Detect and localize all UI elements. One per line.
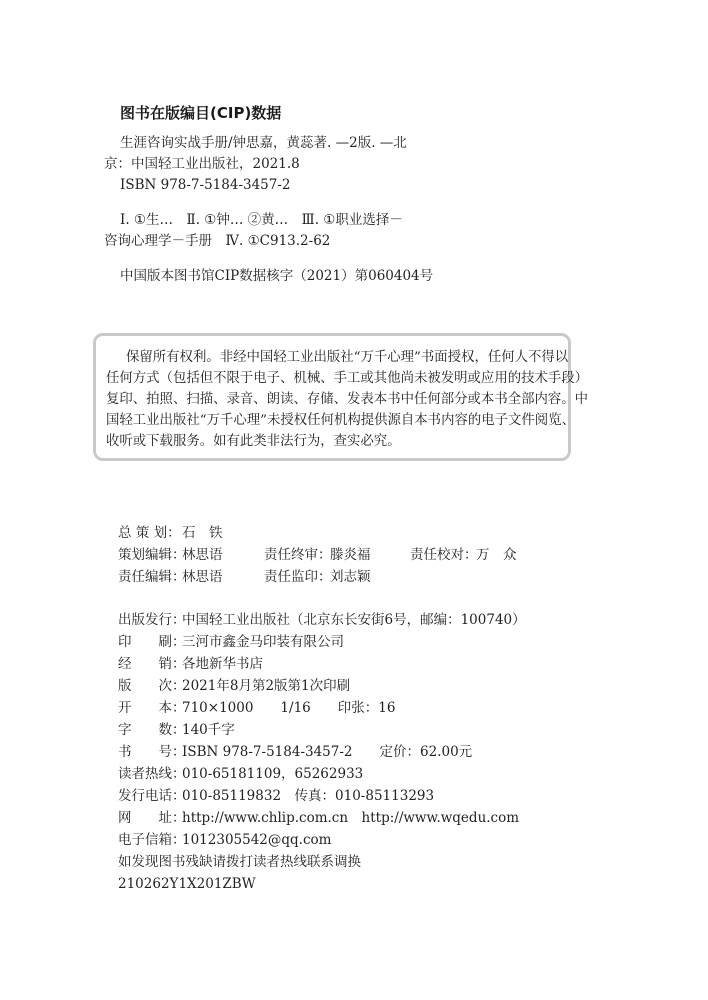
responsible-editor-label: 责任编辑：	[118, 569, 186, 585]
staff-row-responsible	[118, 567, 538, 587]
notice-line: 国轻工业出版社“万千心理”未授权任何机构提供源自本书内容的电子文件阅览、	[106, 413, 575, 428]
hotline-label: 读者热线：	[118, 766, 186, 782]
rights-notice-box	[93, 333, 589, 461]
pub-row-website	[118, 808, 519, 828]
sales-phone-label: 发行电话：	[118, 788, 186, 804]
notice-line: 任何方式（包括但不限于电子、机械、手工或其他尚未被发明或应用的技术手段）	[106, 371, 589, 386]
final-review-value: 滕炎福	[330, 547, 371, 563]
pub-row-edition	[118, 676, 350, 696]
pub-row-format	[118, 698, 395, 718]
print-supervisor-value: 刘志颖	[330, 569, 371, 585]
edition-value: 2021年8月第2版第1次印刷	[182, 678, 351, 694]
format-label: 开 本：	[118, 700, 186, 716]
planning-editor-label: 策划编辑：	[118, 547, 186, 563]
publisher-label: 出版发行：	[118, 612, 186, 628]
pub-row-email	[118, 830, 331, 850]
cip-line-classification: 咨询心理学－手册 Ⅳ. ①C913.2-62	[104, 233, 331, 249]
isbn-label: 书 号：	[118, 744, 186, 760]
words-value: 140千字	[182, 722, 235, 738]
notice-line: 收听或下载服务。如有此类非法行为，查实必究。	[106, 434, 401, 449]
email-value: 1012305542@qq.com	[182, 832, 332, 848]
printer-label: 印 刷：	[118, 634, 186, 650]
cip-line-record-number: 中国版本图书馆CIP数据核字（2021）第060404号	[120, 268, 434, 284]
notice-line: 复印、拍照、扫描、录音、朗读、存储、发表本书中任何部分或本书全部内容。中	[106, 392, 589, 407]
pub-row-printer	[118, 632, 344, 652]
website-label: 网 址：	[118, 810, 186, 826]
print-code: 210262Y1X201ZBW	[118, 876, 256, 892]
pub-row-words	[118, 720, 235, 740]
website-value: http://www.chlip.com.cn http://www.wqedu.com	[182, 810, 520, 826]
cip-line-publisher: 京：中国轻工业出版社，2021.8	[104, 156, 300, 172]
words-label: 字 数：	[118, 722, 186, 738]
cip-heading: 图书在版编目(CIP)数据	[120, 104, 282, 122]
pub-row-publisher	[118, 610, 526, 630]
sales-phone-value: 010-85119832 传真：010-85113293	[182, 788, 435, 804]
cip-line-title: 生涯咨询实战手册/钟思嘉，黄蕊著. —2版. —北	[120, 135, 407, 151]
pub-row-sales-phone	[118, 786, 434, 806]
chief-planner-label: 总 策 划：	[118, 525, 181, 541]
responsible-editor-value: 林思语	[182, 569, 223, 585]
publisher-value: 中国轻工业出版社（北京东长安街6号，邮编：100740）	[182, 612, 526, 628]
print-supervisor-label: 责任监印：	[264, 569, 332, 585]
staff-row-chief-planner	[118, 523, 223, 543]
notice-line: 保留所有权利。非经中国轻工业出版社“万千心理”书面授权，任何人不得以	[126, 350, 569, 365]
proofread-label: 责任校对：	[410, 547, 478, 563]
chief-planner-value: 石 铁	[182, 525, 223, 541]
distributor-label: 经 销：	[118, 656, 186, 672]
defect-note: 如发现图书残缺请拨打读者热线联系调换	[118, 854, 361, 870]
hotline-value: 010-65181109，65262933	[182, 766, 364, 782]
distributor-value: 各地新华书店	[182, 656, 263, 672]
edition-label: 版 次：	[118, 678, 186, 694]
cip-line-subjects: Ⅰ. ①生… Ⅱ. ①钟… ②黄… Ⅲ. ①职业选择－	[120, 212, 403, 228]
staff-row-planning	[118, 545, 538, 565]
pub-row-isbn	[118, 742, 472, 762]
email-label: 电子信箱：	[118, 832, 186, 848]
format-value: 710×1000 1/16 印张：16	[182, 700, 396, 716]
final-review-label: 责任终审：	[264, 547, 332, 563]
planning-editor-value: 林思语	[182, 547, 223, 563]
pub-row-distributor	[118, 654, 263, 674]
cip-line-isbn: ISBN 978-7-5184-3457-2	[120, 177, 291, 193]
pub-row-hotline	[118, 764, 363, 784]
proofread-value: 万 众	[476, 547, 517, 563]
isbn-value: ISBN 978-7-5184-3457-2 定价：62.00元	[182, 744, 473, 760]
printer-value: 三河市鑫金马印装有限公司	[182, 634, 344, 650]
